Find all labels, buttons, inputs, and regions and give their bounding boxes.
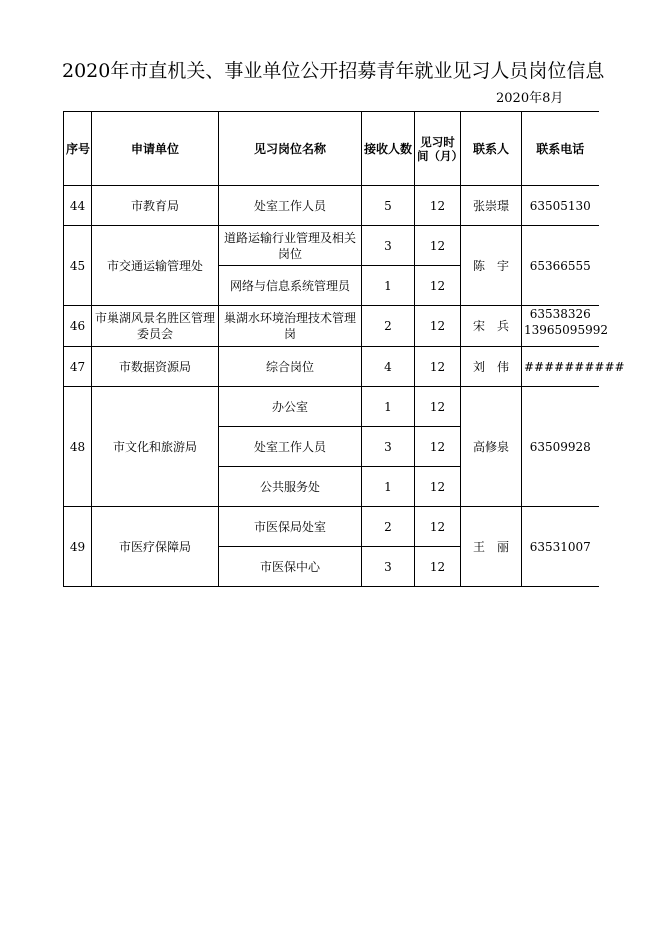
header-duration: 见习时间（月） — [415, 112, 461, 186]
row-contact: 高修泉 — [461, 387, 522, 507]
row-phone — [522, 306, 608, 347]
row-months: 12 — [415, 427, 461, 467]
row-count: 2 — [362, 306, 415, 347]
row-count: 1 — [362, 467, 415, 507]
row-months: 12 — [415, 306, 461, 347]
row-unit: 市巢湖风景名胜区管理委员会 — [92, 306, 219, 347]
row-count: 3 — [362, 226, 415, 266]
row-position: 市医保局处室 — [219, 507, 362, 547]
row-contact: 宋 兵 — [461, 306, 522, 347]
row-count: 1 — [362, 266, 415, 306]
row-position: 公共服务处 — [219, 467, 362, 507]
row-count: 4 — [362, 347, 415, 387]
row-position: 巢湖水环境治理技术管理岗 — [219, 306, 362, 347]
table-row — [64, 387, 599, 427]
row-contact: 王 丽 — [461, 507, 522, 587]
row-unit: 市医疗保障局 — [92, 507, 219, 587]
publish-date: 2020年8月 — [496, 91, 564, 106]
row-count: 5 — [362, 186, 415, 226]
header-count: 接收人数 — [362, 112, 415, 186]
row-contact: 刘 伟 — [461, 347, 522, 387]
row-unit: 市数据资源局 — [92, 347, 219, 387]
row-phone: 63531007 — [522, 507, 599, 587]
row-position: 网络与信息系统管理员 — [219, 266, 362, 306]
row-position: 办公室 — [219, 387, 362, 427]
row-months: 12 — [415, 266, 461, 306]
header-seq: 序号 — [64, 112, 92, 186]
row-seq: 49 — [64, 507, 92, 587]
row-seq: 45 — [64, 226, 92, 306]
row-count: 3 — [362, 427, 415, 467]
position-table — [63, 111, 625, 587]
row-seq: 47 — [64, 347, 92, 387]
row-phone: 63509928 — [522, 387, 599, 507]
page-title-text: 2020年市直机关、事业单位公开招募青年就业见习人员岗位信息 — [62, 60, 605, 82]
header-position: 见习岗位名称 — [219, 112, 362, 186]
row-seq: 44 — [64, 186, 92, 226]
table-header-row — [64, 112, 599, 186]
table-row — [64, 507, 599, 547]
row-unit: 市教育局 — [92, 186, 219, 226]
row-months: 12 — [415, 507, 461, 547]
row-position: 综合岗位 — [219, 347, 362, 387]
row-position: 处室工作人员 — [219, 427, 362, 467]
row-months: 12 — [415, 467, 461, 507]
row-seq: 48 — [64, 387, 92, 507]
table-row — [64, 347, 599, 387]
row-contact: 张崇璟 — [461, 186, 522, 226]
row-position: 道路运输行业管理及相关岗位 — [219, 226, 362, 266]
row-phone: ########## — [522, 347, 599, 387]
table-row — [64, 226, 599, 266]
row-phone-stack — [524, 306, 608, 346]
row-unit: 市文化和旅游局 — [92, 387, 219, 507]
row-months: 12 — [415, 547, 461, 587]
row-position: 处室工作人员 — [219, 186, 362, 226]
row-months: 12 — [415, 186, 461, 226]
table-row — [64, 306, 599, 347]
header-phone: 联系电话 — [522, 112, 599, 186]
page-title — [0, 58, 662, 84]
row-seq: 46 — [64, 306, 92, 347]
row-phone-primary: 63538326 — [529, 307, 591, 321]
row-contact: 陈 宇 — [461, 226, 522, 306]
row-position: 市医保中心 — [219, 547, 362, 587]
row-phone-secondary: 13965095992 — [524, 323, 608, 337]
header-unit: 申请单位 — [92, 112, 219, 186]
row-months: 12 — [415, 226, 461, 266]
row-months: 12 — [415, 387, 461, 427]
row-phone: 63505130 — [522, 186, 599, 226]
row-phone: 65366555 — [522, 226, 599, 306]
row-count: 3 — [362, 547, 415, 587]
row-count: 2 — [362, 507, 415, 547]
row-unit: 市交通运输管理处 — [92, 226, 219, 306]
header-contact: 联系人 — [461, 112, 522, 186]
table-row — [64, 186, 599, 226]
row-count: 1 — [362, 387, 415, 427]
row-months: 12 — [415, 347, 461, 387]
